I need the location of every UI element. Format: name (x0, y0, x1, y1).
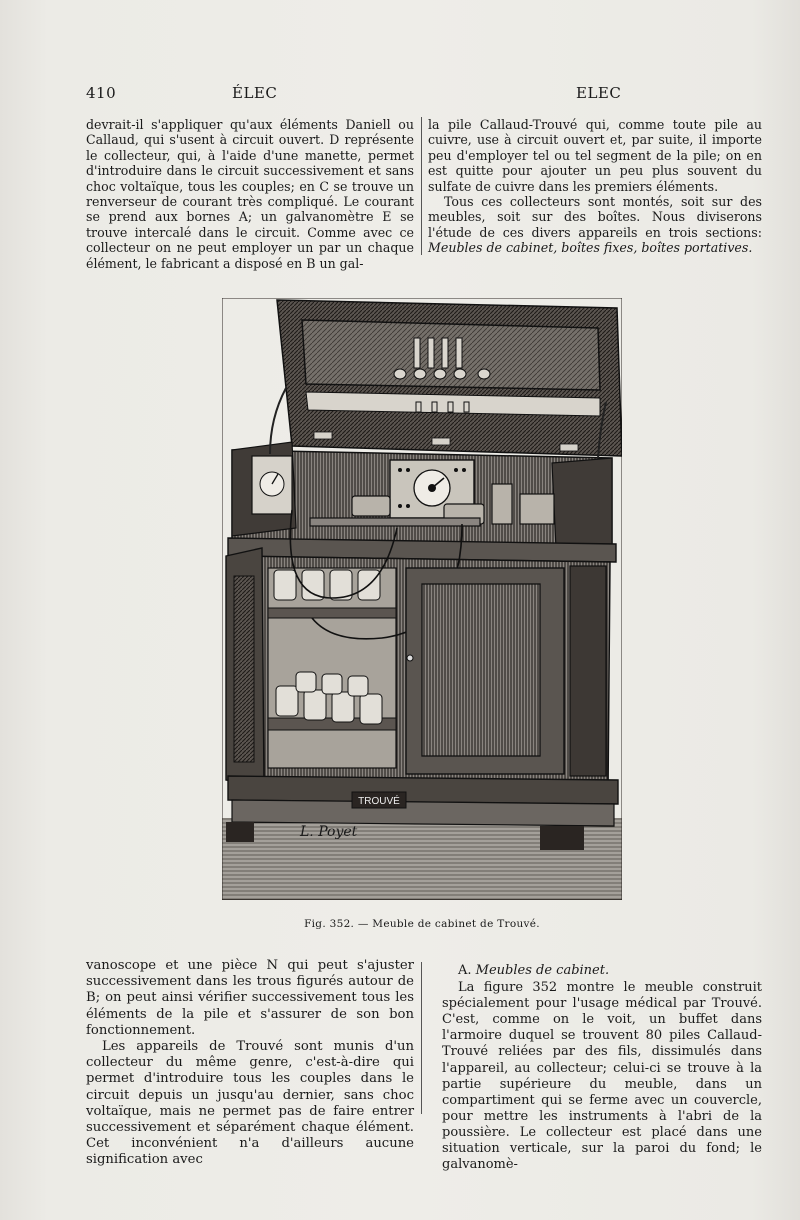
lid-glass-panel (302, 320, 600, 390)
top-left-column (86, 117, 414, 271)
paragraph-text: Tous ces collecteurs sont montés, soit sur des meubles, soit sur des boîtes. Nous diviserons l'étude de ces divers appareils en trois sections: (428, 194, 762, 240)
column-divider (421, 962, 422, 1114)
figure-number: Fig. 352. — (304, 918, 369, 930)
page-number: 410 (86, 84, 117, 102)
section-list-italic: Meubles de cabinet, boîtes fixes, boîtes portatives. (428, 240, 753, 256)
paragraph: La figure 352 montre le meuble construit spécialement pour l'usage médical par Trouvé. C'est, comme on le voit, un buffet dans l'armoire duquel se trouvent 80 piles Callaud-Trouvé reliées par des fils, dissimulés dans l'appareil, au collecteur; celui-ci se trouve à la partie supérieure du meuble, dans un compartiment qui se ferme avec un couvercle, pour mettre les instruments à l'abri de la poussière. Le collecteur est placé dans une situation verticale, sur la paroi du fond; le galvanomè- (442, 980, 762, 1173)
paragraph (428, 194, 762, 256)
bottom-right-column (442, 963, 762, 1173)
column-divider (421, 117, 422, 255)
paragraph: Les appareils de Trouvé sont munis d'un collecteur du même genre, c'est-à-dire qui permet d'introduire tous les couples dans le circuit depuis un jusqu'au dernier, sans choc voltaïque, mais ne permet pas de faire entrer successivement et séparément chaque élément. Cet inconvénient n'a d'ailleurs aucune signification avec (86, 1039, 414, 1168)
figure-caption (222, 918, 622, 930)
engraving-cabinet-illustration (222, 298, 622, 900)
paragraph: vanoscope et une pièce N qui peut s'ajuster successivement dans les trous figurés autour de B; on peut ainsi vérifier successivement tous les éléments de la pile et s'assurer de son bon fonctionnement. (86, 958, 414, 1038)
running-head-left: ÉLEC (232, 84, 278, 102)
caption-text: Meuble de cabinet de Trouvé. (372, 918, 540, 930)
paragraph: devrait-il s'appliquer qu'aux éléments Daniell ou Callaud, qui s'usent à circuit ouvert. D représente le collecteur, qui, à l'aide d'une manette, permet d'introduire dans le circuit successivement et sans choc voltaïque, tous les couples; en C se trouve un renverseur de courant très compliqué. Le courant se prend aux bornes A; un galvanomètre E se trouve intercalé dans le circuit. Comme avec ce collecteur on ne peut employer un par un chaque élément, le fabricant a disposé en B un gal- (86, 117, 414, 271)
plate-label: TROUVÉ (358, 796, 400, 807)
running-head-right: ELEC (576, 84, 622, 102)
section-letter: A. (458, 963, 472, 978)
section-title: Meubles de cabinet. (475, 963, 610, 978)
engraver-signature: L. Poyet (300, 824, 358, 840)
page-header (86, 84, 776, 106)
section-heading (442, 963, 762, 979)
paragraph: la pile Callaud-Trouvé qui, comme toute pile au cuivre, use à circuit ouvert et, par suite, il importe peu d'employer tel ou tel segment de la pile; on en est quitte pour ajouter un peu plus souvent du sulfate de cuivre dans les premiers éléments. (428, 117, 762, 194)
top-right-column (428, 117, 762, 256)
bottom-left-column (86, 958, 414, 1169)
